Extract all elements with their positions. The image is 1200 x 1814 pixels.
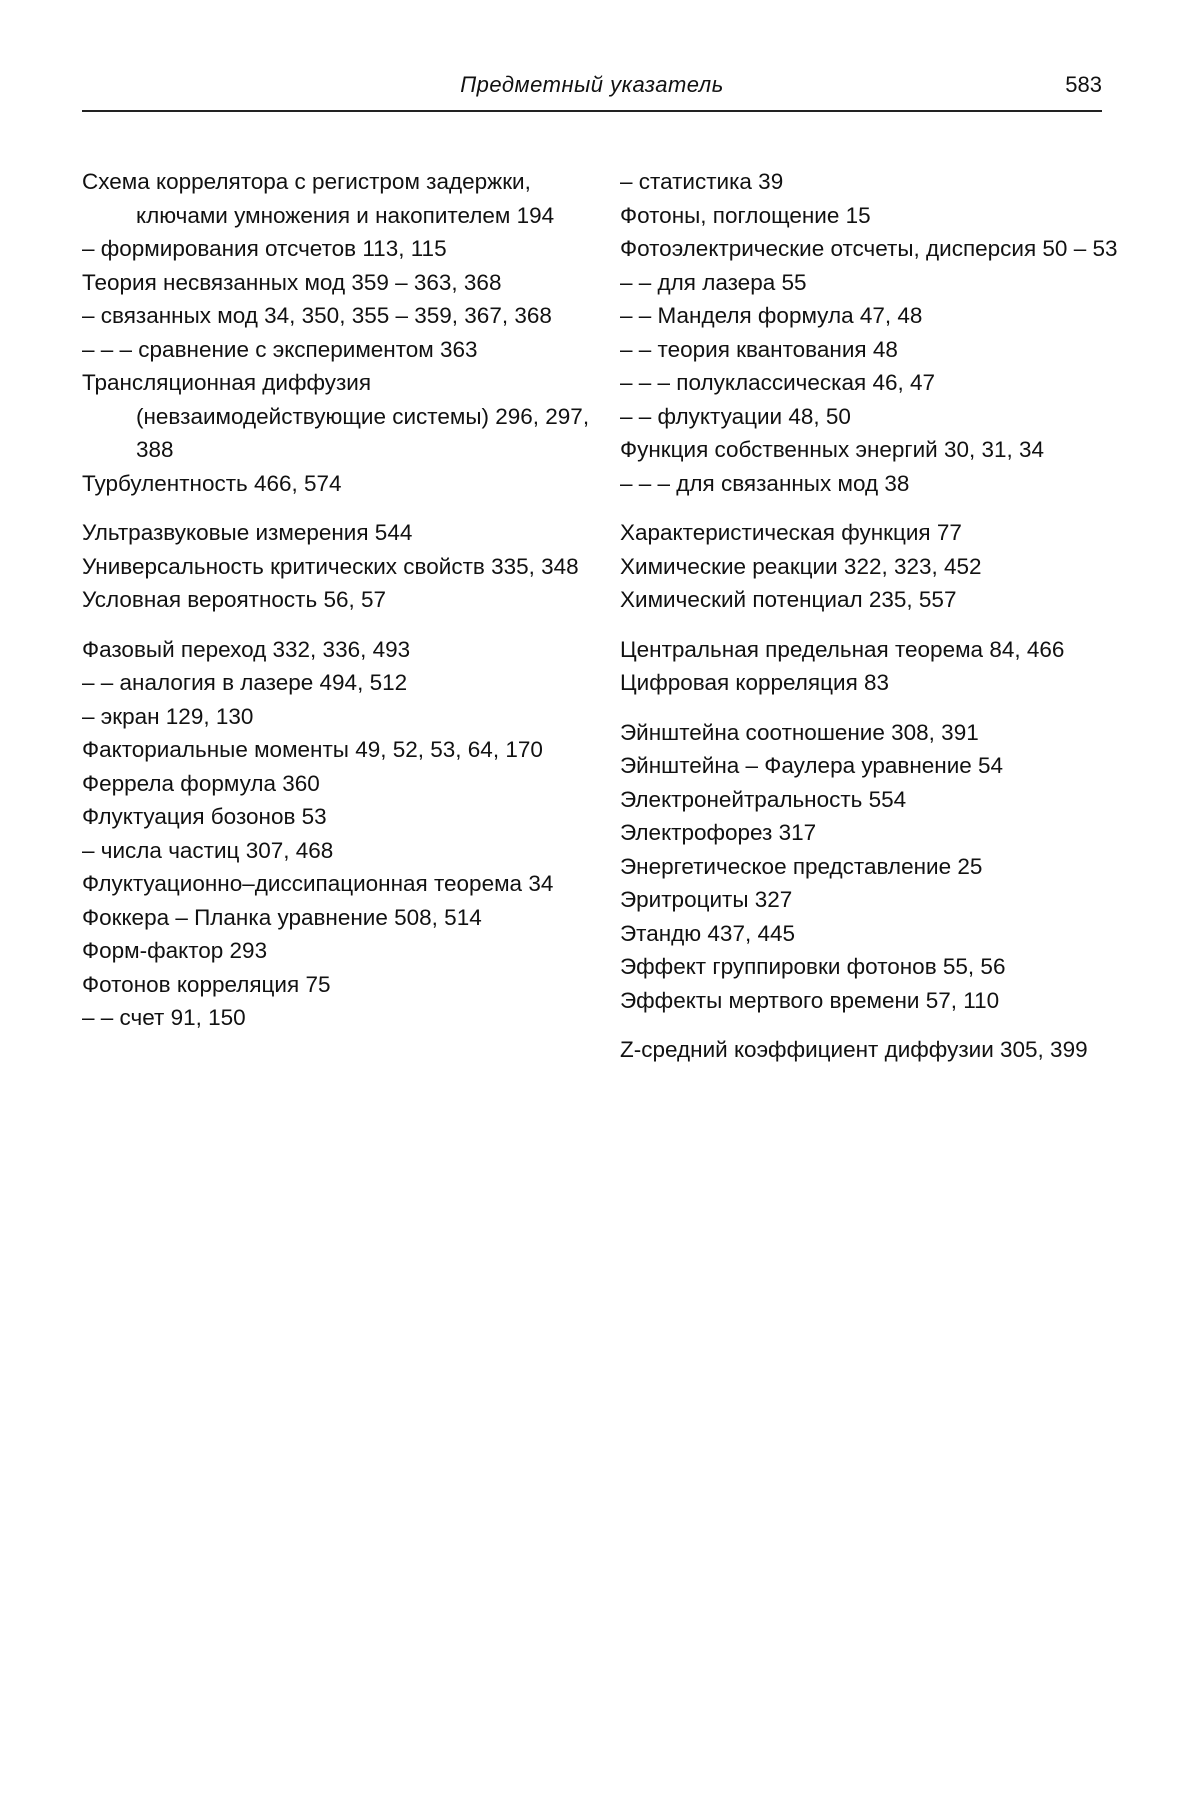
index-entry: Электронейтральность 554 bbox=[620, 786, 907, 812]
index-entry: Схема коррелятора с регистром задержки, ключами умножения и накопителем 194 bbox=[82, 169, 555, 228]
index-entry: Турбулентность 466, 574 bbox=[82, 470, 342, 496]
index-entry: Z-средний коэффициент диффузии 305, 399 bbox=[620, 1037, 1088, 1062]
index-entry: – связанных мод 34, 350, 355 – 359, 367, 368 bbox=[82, 303, 552, 328]
running-title: Предметный указатель bbox=[460, 72, 724, 97]
index-entry: Универсальность критических свойств 335, 348 bbox=[82, 553, 579, 579]
index-entry: Химические реакции 322, 323, 452 bbox=[620, 553, 982, 579]
index-entry: Фазовый переход 332, 336, 493 bbox=[82, 636, 411, 662]
index-entry: – – флуктуации 48, 50 bbox=[620, 403, 851, 429]
index-entry: Форм-фактор 293 bbox=[82, 938, 268, 963]
page-number: 583 bbox=[1065, 72, 1102, 97]
index-entry: Фотоэлектрические отсчеты, дисперсия 50 – 53 bbox=[620, 236, 1118, 261]
index-entry: – статистика 39 bbox=[620, 169, 784, 194]
index-entry: Эйнштейна соотношение 308, 391 bbox=[620, 719, 979, 745]
index-entry: Эйнштейна – Фаулера уравнение 54 bbox=[620, 753, 1004, 778]
index-entry: Этандю 437, 445 bbox=[620, 920, 796, 946]
index-entry: Химический потенциал 235, 557 bbox=[620, 587, 957, 612]
index-column-right bbox=[620, 165, 1140, 1067]
index-entry: Флуктуационно–диссипационная теорема 34 bbox=[82, 871, 554, 896]
index-entry: Эффект группировки фотонов 55, 56 bbox=[620, 954, 1006, 979]
index-entry: – – счет 91, 150 bbox=[82, 1005, 246, 1030]
index-entry: – формирования отсчетов 113, 115 bbox=[82, 236, 447, 261]
index-entry: Энергетическое представление 25 bbox=[620, 853, 983, 879]
index-entry: Фотонов корреляция 75 bbox=[82, 971, 331, 997]
index-entry: Эритроциты 327 bbox=[620, 887, 793, 912]
index-entry: – – аналогия в лазере 494, 512 bbox=[82, 670, 408, 695]
index-entry: Трансляционная диффузия (невзаимодействующие системы) 296, 297, 388 bbox=[82, 370, 590, 462]
index-entry: Эффекты мертвого времени 57, 110 bbox=[620, 987, 1000, 1013]
index-entry: – – – для связанных мод 38 bbox=[620, 470, 910, 496]
index-entry: – – – полуклассическая 46, 47 bbox=[620, 370, 936, 395]
index-entry: – – – сравнение с экспериментом 363 bbox=[82, 336, 478, 362]
index-entry: Теория несвязанных мод 359 – 363, 368 bbox=[82, 269, 502, 295]
page-header bbox=[82, 72, 1102, 112]
index-entry: Феррела формула 360 bbox=[82, 770, 320, 796]
index-entry: Фоккера – Планка уравнение 508, 514 bbox=[82, 904, 482, 930]
index-entry: Характеристическая функция 77 bbox=[620, 520, 962, 545]
index-entry: Цифровая корреляция 83 bbox=[620, 670, 890, 695]
index-entry: – – Манделя формула 47, 48 bbox=[620, 303, 923, 328]
index-entry: Центральная предельная теорема 84, 466 bbox=[620, 636, 1065, 662]
index-entry: Флуктуация бозонов 53 bbox=[82, 804, 327, 829]
index-entry: Ультразвуковые измерения 544 bbox=[82, 520, 413, 545]
index-entry: Функция собственных энергий 30, 31, 34 bbox=[620, 437, 1045, 462]
index-entry: – числа частиц 307, 468 bbox=[82, 837, 334, 863]
index-entry: – – для лазера 55 bbox=[620, 269, 807, 295]
index-entry: Электрофорез 317 bbox=[620, 820, 817, 845]
index-entry: – экран 129, 130 bbox=[82, 703, 254, 729]
index-column-left bbox=[82, 165, 602, 1035]
index-entry: Фотоны, поглощение 15 bbox=[620, 202, 871, 228]
index-entry: Факториальные моменты 49, 52, 53, 64, 170 bbox=[82, 737, 543, 762]
index-entry: Условная вероятность 56, 57 bbox=[82, 587, 387, 612]
index-entry: – – теория квантования 48 bbox=[620, 336, 898, 362]
header-rule bbox=[82, 110, 1102, 112]
